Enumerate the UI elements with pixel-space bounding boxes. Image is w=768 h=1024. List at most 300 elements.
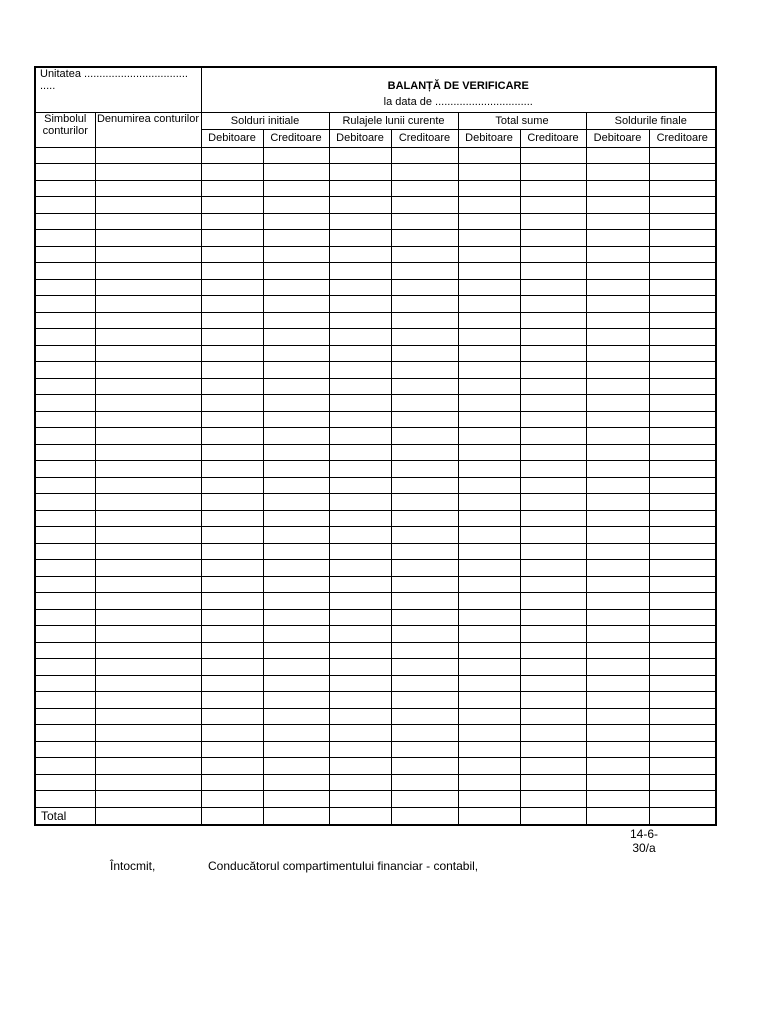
table-cell[interactable] (391, 263, 458, 280)
table-cell[interactable] (35, 312, 95, 329)
table-cell[interactable] (35, 560, 95, 577)
table-cell[interactable] (95, 560, 201, 577)
table-cell[interactable] (458, 510, 520, 527)
table-cell[interactable] (329, 675, 391, 692)
table-cell[interactable] (263, 411, 329, 428)
table-cell[interactable] (95, 461, 201, 478)
table-cell[interactable] (649, 609, 716, 626)
table-cell[interactable] (35, 642, 95, 659)
table-cell[interactable] (201, 543, 263, 560)
table-cell[interactable] (649, 725, 716, 742)
table-cell[interactable] (201, 230, 263, 247)
table-cell[interactable] (201, 642, 263, 659)
table-cell[interactable] (329, 626, 391, 643)
table-cell[interactable] (95, 395, 201, 412)
table-cell[interactable] (520, 791, 586, 808)
table-cell[interactable] (391, 494, 458, 511)
table-cell[interactable] (95, 147, 201, 164)
table-cell[interactable] (201, 279, 263, 296)
table-cell[interactable] (649, 312, 716, 329)
table-cell[interactable] (458, 296, 520, 313)
table-cell[interactable] (458, 708, 520, 725)
table-cell[interactable] (391, 279, 458, 296)
table-cell[interactable] (649, 510, 716, 527)
table-cell[interactable] (458, 560, 520, 577)
table-cell[interactable] (458, 659, 520, 676)
table-cell[interactable] (520, 246, 586, 263)
table-cell[interactable] (201, 791, 263, 808)
table-cell[interactable] (458, 642, 520, 659)
table-cell[interactable] (95, 378, 201, 395)
table-cell[interactable] (391, 329, 458, 346)
table-cell[interactable] (329, 758, 391, 775)
table-cell[interactable] (201, 692, 263, 709)
table-cell[interactable] (35, 774, 95, 791)
table-cell[interactable] (458, 543, 520, 560)
table-cell[interactable] (263, 362, 329, 379)
table-cell[interactable] (35, 296, 95, 313)
table-cell[interactable] (201, 560, 263, 577)
table-cell[interactable] (586, 395, 649, 412)
table-cell[interactable] (95, 345, 201, 362)
table-cell[interactable] (391, 725, 458, 742)
table-cell[interactable] (520, 147, 586, 164)
table-cell[interactable] (329, 593, 391, 610)
table-cell[interactable] (391, 609, 458, 626)
table-cell[interactable] (95, 708, 201, 725)
table-cell[interactable] (329, 362, 391, 379)
table-cell[interactable] (520, 180, 586, 197)
table-cell[interactable] (329, 296, 391, 313)
table-cell[interactable] (263, 296, 329, 313)
table-cell[interactable] (329, 725, 391, 742)
table-cell[interactable] (263, 675, 329, 692)
total-cell[interactable] (391, 807, 458, 825)
table-cell[interactable] (586, 510, 649, 527)
table-cell[interactable] (458, 263, 520, 280)
table-cell[interactable] (263, 774, 329, 791)
table-cell[interactable] (263, 263, 329, 280)
table-cell[interactable] (458, 378, 520, 395)
table-cell[interactable] (329, 510, 391, 527)
table-cell[interactable] (458, 164, 520, 181)
table-cell[interactable] (95, 527, 201, 544)
table-cell[interactable] (201, 263, 263, 280)
table-cell[interactable] (263, 510, 329, 527)
table-cell[interactable] (263, 428, 329, 445)
table-cell[interactable] (35, 197, 95, 214)
table-cell[interactable] (586, 378, 649, 395)
table-cell[interactable] (391, 774, 458, 791)
table-cell[interactable] (35, 345, 95, 362)
table-cell[interactable] (458, 741, 520, 758)
table-cell[interactable] (586, 774, 649, 791)
table-cell[interactable] (520, 659, 586, 676)
table-cell[interactable] (391, 230, 458, 247)
table-cell[interactable] (329, 279, 391, 296)
table-cell[interactable] (95, 576, 201, 593)
table-cell[interactable] (649, 296, 716, 313)
table-cell[interactable] (391, 362, 458, 379)
table-cell[interactable] (649, 197, 716, 214)
table-cell[interactable] (263, 312, 329, 329)
table-cell[interactable] (391, 164, 458, 181)
table-cell[interactable] (201, 411, 263, 428)
table-cell[interactable] (95, 411, 201, 428)
table-cell[interactable] (649, 560, 716, 577)
table-cell[interactable] (329, 527, 391, 544)
table-cell[interactable] (95, 725, 201, 742)
table-cell[interactable] (458, 230, 520, 247)
table-cell[interactable] (329, 180, 391, 197)
table-cell[interactable] (391, 576, 458, 593)
table-cell[interactable] (263, 444, 329, 461)
table-cell[interactable] (458, 576, 520, 593)
table-cell[interactable] (329, 345, 391, 362)
table-cell[interactable] (649, 791, 716, 808)
table-cell[interactable] (329, 329, 391, 346)
table-cell[interactable] (329, 494, 391, 511)
table-cell[interactable] (263, 477, 329, 494)
table-cell[interactable] (649, 180, 716, 197)
table-cell[interactable] (391, 378, 458, 395)
table-cell[interactable] (586, 576, 649, 593)
table-cell[interactable] (586, 708, 649, 725)
table-cell[interactable] (586, 527, 649, 544)
table-cell[interactable] (263, 246, 329, 263)
table-cell[interactable] (391, 197, 458, 214)
table-cell[interactable] (649, 279, 716, 296)
table-cell[interactable] (263, 609, 329, 626)
table-cell[interactable] (458, 609, 520, 626)
table-cell[interactable] (201, 774, 263, 791)
total-cell[interactable] (201, 807, 263, 825)
table-cell[interactable] (391, 543, 458, 560)
table-cell[interactable] (35, 692, 95, 709)
table-cell[interactable] (201, 609, 263, 626)
table-cell[interactable] (95, 230, 201, 247)
table-cell[interactable] (391, 395, 458, 412)
table-cell[interactable] (649, 147, 716, 164)
table-cell[interactable] (95, 609, 201, 626)
total-cell[interactable] (458, 807, 520, 825)
table-cell[interactable] (458, 312, 520, 329)
table-cell[interactable] (201, 708, 263, 725)
table-cell[interactable] (95, 642, 201, 659)
table-cell[interactable] (520, 642, 586, 659)
table-cell[interactable] (520, 708, 586, 725)
table-cell[interactable] (329, 560, 391, 577)
table-cell[interactable] (649, 411, 716, 428)
table-cell[interactable] (520, 197, 586, 214)
table-cell[interactable] (520, 296, 586, 313)
table-cell[interactable] (586, 411, 649, 428)
table-cell[interactable] (35, 461, 95, 478)
table-cell[interactable] (35, 395, 95, 412)
table-cell[interactable] (391, 411, 458, 428)
table-cell[interactable] (586, 692, 649, 709)
table-cell[interactable] (329, 428, 391, 445)
table-cell[interactable] (35, 758, 95, 775)
table-cell[interactable] (329, 609, 391, 626)
table-cell[interactable] (520, 477, 586, 494)
table-cell[interactable] (458, 213, 520, 230)
table-cell[interactable] (95, 758, 201, 775)
table-cell[interactable] (649, 543, 716, 560)
table-cell[interactable] (35, 494, 95, 511)
table-cell[interactable] (201, 675, 263, 692)
table-cell[interactable] (586, 230, 649, 247)
table-cell[interactable] (95, 246, 201, 263)
table-cell[interactable] (391, 312, 458, 329)
table-cell[interactable] (586, 246, 649, 263)
table-cell[interactable] (649, 378, 716, 395)
table-cell[interactable] (649, 246, 716, 263)
table-cell[interactable] (520, 263, 586, 280)
table-cell[interactable] (263, 378, 329, 395)
table-cell[interactable] (586, 147, 649, 164)
table-cell[interactable] (391, 180, 458, 197)
table-cell[interactable] (201, 725, 263, 742)
table-cell[interactable] (649, 593, 716, 610)
table-cell[interactable] (95, 213, 201, 230)
table-cell[interactable] (649, 444, 716, 461)
table-cell[interactable] (586, 659, 649, 676)
table-cell[interactable] (649, 362, 716, 379)
total-cell[interactable] (649, 807, 716, 825)
table-cell[interactable] (329, 378, 391, 395)
table-cell[interactable] (35, 741, 95, 758)
table-cell[interactable] (458, 675, 520, 692)
table-cell[interactable] (520, 675, 586, 692)
table-cell[interactable] (263, 197, 329, 214)
table-cell[interactable] (263, 708, 329, 725)
table-cell[interactable] (586, 197, 649, 214)
table-cell[interactable] (458, 197, 520, 214)
table-cell[interactable] (263, 213, 329, 230)
table-cell[interactable] (329, 741, 391, 758)
table-cell[interactable] (649, 164, 716, 181)
table-cell[interactable] (35, 659, 95, 676)
table-cell[interactable] (391, 527, 458, 544)
table-cell[interactable] (520, 741, 586, 758)
table-cell[interactable] (201, 147, 263, 164)
table-cell[interactable] (201, 576, 263, 593)
total-cell[interactable] (329, 807, 391, 825)
table-cell[interactable] (520, 329, 586, 346)
table-cell[interactable] (586, 642, 649, 659)
table-cell[interactable] (649, 626, 716, 643)
table-cell[interactable] (520, 411, 586, 428)
table-cell[interactable] (95, 362, 201, 379)
table-cell[interactable] (263, 147, 329, 164)
table-cell[interactable] (35, 725, 95, 742)
table-cell[interactable] (35, 246, 95, 263)
table-cell[interactable] (95, 477, 201, 494)
table-cell[interactable] (201, 741, 263, 758)
table-cell[interactable] (391, 675, 458, 692)
table-cell[interactable] (586, 758, 649, 775)
table-cell[interactable] (391, 213, 458, 230)
table-cell[interactable] (329, 213, 391, 230)
table-cell[interactable] (391, 642, 458, 659)
table-cell[interactable] (263, 791, 329, 808)
table-cell[interactable] (263, 345, 329, 362)
table-cell[interactable] (391, 147, 458, 164)
table-cell[interactable] (201, 477, 263, 494)
table-cell[interactable] (458, 180, 520, 197)
table-cell[interactable] (263, 642, 329, 659)
table-cell[interactable] (329, 461, 391, 478)
table-cell[interactable] (95, 180, 201, 197)
table-cell[interactable] (35, 527, 95, 544)
table-cell[interactable] (586, 477, 649, 494)
table-cell[interactable] (201, 180, 263, 197)
table-cell[interactable] (201, 329, 263, 346)
table-cell[interactable] (649, 263, 716, 280)
table-cell[interactable] (201, 378, 263, 395)
table-cell[interactable] (520, 543, 586, 560)
table-cell[interactable] (95, 543, 201, 560)
table-cell[interactable] (586, 560, 649, 577)
table-cell[interactable] (458, 692, 520, 709)
table-cell[interactable] (35, 213, 95, 230)
table-cell[interactable] (391, 791, 458, 808)
table-cell[interactable] (458, 428, 520, 445)
table-cell[interactable] (201, 461, 263, 478)
table-cell[interactable] (586, 494, 649, 511)
table-cell[interactable] (35, 543, 95, 560)
table-cell[interactable] (458, 395, 520, 412)
table-cell[interactable] (201, 510, 263, 527)
table-cell[interactable] (95, 659, 201, 676)
table-cell[interactable] (35, 147, 95, 164)
table-cell[interactable] (586, 164, 649, 181)
table-cell[interactable] (649, 758, 716, 775)
table-cell[interactable] (201, 428, 263, 445)
total-cell[interactable] (520, 807, 586, 825)
table-cell[interactable] (263, 461, 329, 478)
table-cell[interactable] (263, 279, 329, 296)
table-cell[interactable] (95, 510, 201, 527)
table-cell[interactable] (95, 692, 201, 709)
table-cell[interactable] (201, 626, 263, 643)
table-cell[interactable] (35, 576, 95, 593)
table-cell[interactable] (35, 708, 95, 725)
table-cell[interactable] (263, 180, 329, 197)
table-cell[interactable] (95, 593, 201, 610)
table-cell[interactable] (201, 312, 263, 329)
table-cell[interactable] (201, 164, 263, 181)
table-cell[interactable] (458, 411, 520, 428)
table-cell[interactable] (201, 362, 263, 379)
table-cell[interactable] (458, 593, 520, 610)
table-cell[interactable] (520, 626, 586, 643)
table-cell[interactable] (35, 626, 95, 643)
table-cell[interactable] (586, 543, 649, 560)
table-cell[interactable] (649, 477, 716, 494)
table-cell[interactable] (263, 659, 329, 676)
table-cell[interactable] (263, 758, 329, 775)
table-cell[interactable] (458, 345, 520, 362)
table-cell[interactable] (649, 213, 716, 230)
table-cell[interactable] (586, 791, 649, 808)
table-cell[interactable] (520, 362, 586, 379)
table-cell[interactable] (391, 296, 458, 313)
table-cell[interactable] (329, 147, 391, 164)
table-cell[interactable] (95, 164, 201, 181)
table-cell[interactable] (329, 576, 391, 593)
table-cell[interactable] (458, 329, 520, 346)
total-cell[interactable] (586, 807, 649, 825)
table-cell[interactable] (201, 296, 263, 313)
table-cell[interactable] (458, 725, 520, 742)
table-cell[interactable] (649, 494, 716, 511)
table-cell[interactable] (649, 461, 716, 478)
table-cell[interactable] (35, 263, 95, 280)
table-cell[interactable] (329, 411, 391, 428)
table-cell[interactable] (95, 329, 201, 346)
table-cell[interactable] (586, 180, 649, 197)
table-cell[interactable] (520, 378, 586, 395)
table-cell[interactable] (201, 527, 263, 544)
table-cell[interactable] (586, 609, 649, 626)
table-cell[interactable] (201, 345, 263, 362)
table-cell[interactable] (520, 213, 586, 230)
table-cell[interactable] (586, 263, 649, 280)
table-cell[interactable] (586, 279, 649, 296)
table-cell[interactable] (458, 461, 520, 478)
table-cell[interactable] (391, 741, 458, 758)
table-cell[interactable] (263, 593, 329, 610)
table-cell[interactable] (95, 741, 201, 758)
table-cell[interactable] (649, 774, 716, 791)
table-cell[interactable] (649, 741, 716, 758)
table-cell[interactable] (520, 494, 586, 511)
table-cell[interactable] (649, 659, 716, 676)
table-cell[interactable] (520, 164, 586, 181)
table-cell[interactable] (201, 213, 263, 230)
table-cell[interactable] (95, 312, 201, 329)
table-cell[interactable] (649, 642, 716, 659)
table-cell[interactable] (95, 296, 201, 313)
table-cell[interactable] (201, 494, 263, 511)
table-cell[interactable] (263, 626, 329, 643)
table-cell[interactable] (35, 180, 95, 197)
table-cell[interactable] (329, 692, 391, 709)
table-cell[interactable] (458, 477, 520, 494)
table-cell[interactable] (520, 510, 586, 527)
table-cell[interactable] (329, 246, 391, 263)
table-cell[interactable] (458, 444, 520, 461)
table-cell[interactable] (201, 659, 263, 676)
table-cell[interactable] (329, 263, 391, 280)
table-cell[interactable] (458, 147, 520, 164)
table-cell[interactable] (649, 230, 716, 247)
table-cell[interactable] (201, 593, 263, 610)
table-cell[interactable] (391, 246, 458, 263)
table-cell[interactable] (95, 444, 201, 461)
table-cell[interactable] (520, 758, 586, 775)
table-cell[interactable] (201, 246, 263, 263)
table-cell[interactable] (263, 741, 329, 758)
table-cell[interactable] (95, 675, 201, 692)
table-cell[interactable] (586, 213, 649, 230)
table-cell[interactable] (95, 428, 201, 445)
table-cell[interactable] (35, 230, 95, 247)
table-cell[interactable] (391, 510, 458, 527)
table-cell[interactable] (520, 279, 586, 296)
